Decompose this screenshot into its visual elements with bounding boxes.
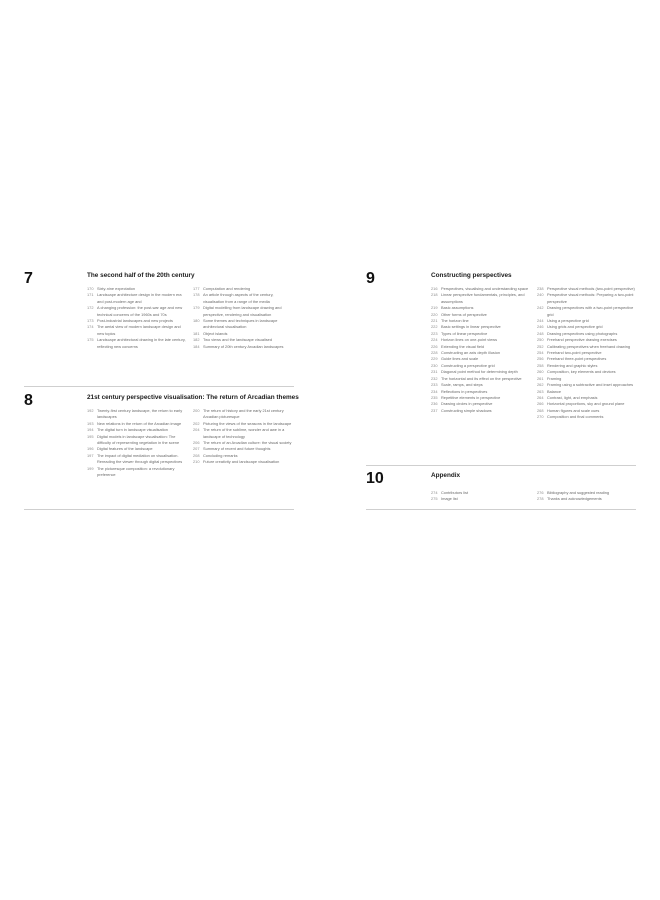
entry-title: An article through aspects of the century, visualisation from a range of the media	[203, 292, 274, 304]
page-number: 202	[193, 420, 200, 426]
page-number: 262	[537, 382, 544, 388]
entry-title: Other forms of perspective	[441, 311, 487, 317]
toc-entry[interactable]	[193, 318, 294, 331]
toc-entry[interactable]	[537, 292, 636, 305]
chapter-number: 9	[366, 270, 375, 287]
entry-title: The horizon line	[441, 318, 469, 324]
page-number: 228	[431, 350, 438, 356]
entry-title: Perspective visual methods (two-point perspective)	[547, 286, 635, 291]
page-number: 223	[431, 330, 438, 336]
entry-title: Reflections in perspectives	[441, 388, 488, 394]
entry-title: Picturing the views of the seasons in the landscape	[203, 420, 292, 426]
entry-title: The aerial view of modern landscape design and new topics	[97, 324, 181, 336]
chapter-divider	[24, 386, 294, 387]
entry-title: Digital modelling from landscape drawing and perspective, rendering and visualisation	[203, 305, 282, 317]
page-number: 204	[193, 427, 200, 433]
page-number: 194	[87, 427, 94, 433]
page-number: 184	[193, 343, 200, 349]
entry-title: Object islands	[203, 330, 228, 336]
entry-title: Two views and the landscape visualised	[203, 337, 272, 343]
toc-entry[interactable]	[193, 427, 294, 440]
page-number: 233	[431, 382, 438, 388]
entry-title: Twenty-first century landscape, the return to early landscapes	[97, 408, 183, 420]
page-number: 275	[431, 496, 438, 502]
page-number: 238	[537, 286, 544, 291]
entry-title: Digital features of the landscape	[97, 446, 153, 452]
entry-title: Image list	[441, 496, 458, 502]
entry-title: Composition and final comments	[547, 414, 604, 420]
page-number: 182	[193, 337, 200, 343]
entry-title: Freehand three-point perspectives	[547, 356, 607, 362]
page-number: 206	[193, 440, 200, 446]
chapter-number: 10	[366, 470, 384, 487]
page-number: 208	[193, 452, 200, 458]
chapter-title: The second half of the 20th century	[87, 272, 195, 279]
page-number: 268	[537, 407, 544, 413]
page-number: 231	[431, 369, 438, 375]
toc-entry[interactable]	[537, 496, 636, 502]
entry-title: Diagonal point method for determining depth	[441, 369, 518, 375]
page-number: 232	[431, 375, 438, 381]
page-number: 199	[87, 465, 94, 471]
chapter-divider	[24, 509, 294, 510]
toc-entry[interactable]	[193, 292, 294, 305]
toc-entry[interactable]	[431, 496, 531, 502]
page-number: 195	[87, 433, 94, 439]
page-number: 260	[537, 369, 544, 375]
entry-title: Extending the visual field	[441, 343, 485, 349]
entry-title: Constructing simple shadows	[441, 407, 492, 413]
page-number: 246	[537, 324, 544, 330]
toc-entry[interactable]	[87, 453, 187, 466]
page-number: 240	[537, 292, 544, 298]
page-number: 196	[87, 446, 94, 452]
entry-title: Some themes and techniques in landscape architectural visualisation	[203, 318, 278, 330]
entry-title: Freehand two-point perspective	[547, 350, 602, 356]
page-number: 171	[87, 292, 94, 298]
entry-title: Landscape architectural drawing in the late century, reflecting new concerns	[97, 337, 186, 349]
page-number: 264	[537, 394, 544, 400]
toc-column-left	[87, 286, 187, 350]
page-number: 256	[537, 356, 544, 362]
chapter-title: Constructing perspectives	[431, 272, 512, 279]
page-number: 276	[537, 490, 544, 495]
entry-title: Calibrating perspectives when freehand drawing	[547, 343, 631, 349]
page-number: 278	[537, 496, 544, 502]
entry-title: Rendering and graphic styles	[547, 362, 598, 368]
page-number: 230	[431, 362, 438, 368]
toc-entry[interactable]	[87, 337, 187, 350]
toc-entry[interactable]	[193, 459, 294, 465]
entry-title: Bibliography and suggested reading	[547, 490, 610, 495]
chapter-number: 8	[24, 392, 33, 409]
page-number: 261	[537, 375, 544, 381]
entry-title: Constructing an axis depth illusion	[441, 350, 501, 356]
chapter-9	[366, 270, 636, 465]
entry-title: Perspective visual methods: Preparing a two-point perspective	[547, 292, 634, 304]
entry-title: Composition, key elements and devices	[547, 369, 616, 375]
entry-title: New relations in the return of the Arcadian image	[97, 420, 182, 426]
page-number: 193	[87, 420, 94, 426]
page-number: 218	[431, 292, 438, 298]
entry-title: Sixty-nine expectation	[97, 286, 136, 291]
chapter-10	[366, 470, 636, 510]
page-number: 270	[537, 414, 544, 420]
page-number: 178	[193, 292, 200, 298]
entry-title: Framing	[547, 375, 562, 381]
entry-title: Summary of recent and future thoughts	[203, 446, 271, 452]
page-number: 197	[87, 452, 94, 458]
toc-column-right	[193, 408, 294, 466]
toc-entry[interactable]	[193, 305, 294, 318]
page-number: 173	[87, 318, 94, 324]
entry-title: The digital turn in landscape visualisation	[97, 427, 168, 433]
toc-column-right	[537, 286, 636, 421]
entry-title: Constructing a perspective grid	[441, 362, 495, 368]
entry-title: Digital models in landscape visualisation: The difficulty of representing vegetation in the scene	[97, 433, 180, 446]
entry-title: Basic settings in linear perspective	[441, 324, 501, 330]
page-number: 235	[431, 394, 438, 400]
toc-column-right	[193, 286, 294, 350]
entry-title: The picturesque composition: a revolutionary preference	[97, 465, 175, 478]
entry-title: Contrast, light, and emphasis	[547, 394, 598, 400]
toc-entry[interactable]	[87, 466, 187, 479]
entry-title: The return of the sublime, wonder and awe in a landscape of technology	[203, 427, 285, 439]
page-number: 177	[193, 286, 200, 291]
page-number: 207	[193, 446, 200, 452]
toc-entry[interactable]	[193, 408, 294, 421]
toc-column-left	[87, 408, 187, 478]
page-number: 236	[431, 401, 438, 407]
page-number: 242	[537, 305, 544, 311]
entry-title: Thanks and acknowledgements	[547, 496, 602, 502]
page-number: 237	[431, 407, 438, 413]
toc-column-left	[431, 490, 531, 503]
toc-entry[interactable]	[87, 292, 187, 305]
entry-title: Types of linear perspective	[441, 330, 488, 336]
entry-title: Drawing perspectives using photographs	[547, 330, 618, 336]
page-number: 220	[431, 311, 438, 317]
page-number: 222	[431, 324, 438, 330]
entry-title: A changing profession: the post-war age and new technical concerns of the 1960s and 70s	[97, 305, 183, 317]
entry-title: Perspectives, visualising and understanding space	[441, 286, 529, 291]
entry-title: Computation and rendering	[203, 286, 251, 291]
entry-title: Drawing circles in perspective	[441, 401, 493, 407]
toc-column-left	[431, 286, 531, 414]
page-number: 192	[87, 408, 94, 413]
entry-title: Framing using a subtractive and inset approaches	[547, 382, 634, 388]
entry-title: Linear perspective fundamentals, principles, and assumptions	[441, 292, 525, 304]
page-number: 234	[431, 388, 438, 394]
page-number: 170	[87, 286, 94, 291]
entry-title: Summary of 20th century Arcadian landscapes	[203, 343, 284, 349]
page-number: 219	[431, 305, 438, 311]
toc-entry[interactable]	[87, 408, 187, 421]
page-number: 221	[431, 318, 438, 324]
page-number: 258	[537, 362, 544, 368]
page-number: 210	[193, 459, 200, 465]
toc-entry[interactable]	[537, 305, 636, 318]
chapter-divider	[366, 509, 636, 510]
entry-title: Horizon lines on one-point views	[441, 337, 498, 343]
page-number: 174	[87, 324, 94, 330]
page-number: 181	[193, 330, 200, 336]
entry-title: The return of history and the early 21st century Arcadian picturesque	[203, 408, 284, 420]
page-number: 254	[537, 350, 544, 356]
page-number: 172	[87, 305, 94, 311]
page-number: 216	[431, 286, 438, 291]
chapter-number: 7	[24, 270, 33, 287]
entry-title: Basic assumptions	[441, 305, 474, 311]
entry-title: Landscape architecture design in the modern era and post-modern age and	[97, 292, 182, 304]
page-number: 244	[537, 318, 544, 324]
page-number: 175	[87, 337, 94, 343]
entry-title: The impact of digital mediation on visualisation. Rereading the viewer through digital perspectives	[97, 452, 183, 465]
page-number: 274	[431, 490, 438, 495]
page-number: 224	[431, 337, 438, 343]
page-number: 179	[193, 305, 200, 311]
chapter-7	[24, 270, 294, 386]
entry-title: Scale, ramps, and steps	[441, 382, 483, 388]
page-number: 229	[431, 356, 438, 362]
entry-title: Using grids and perspective grid	[547, 324, 603, 330]
toc-entry[interactable]	[87, 324, 187, 337]
entry-title: The return of an Arcadian culture: the visual society	[203, 440, 292, 446]
entry-title: Post-industrial landscapes and new projects	[97, 318, 173, 324]
entry-title: Balance	[547, 388, 562, 394]
page-number: 200	[193, 408, 200, 413]
entry-title: The horizontal and its effect on the perspective	[441, 375, 522, 381]
page-number: 180	[193, 318, 200, 324]
page-number: 248	[537, 330, 544, 336]
entry-title: Drawing perspectives with a two-point perspective grid	[547, 305, 634, 317]
entry-title: Contributors list	[441, 490, 469, 495]
page-number: 263	[537, 388, 544, 394]
toc-entry[interactable]	[431, 292, 531, 305]
entry-title: Repetitive elements in perspective	[441, 394, 501, 400]
toc-entry[interactable]	[87, 305, 187, 318]
page-number: 266	[537, 401, 544, 407]
entry-title: Freehand perspective drawing exercises	[547, 337, 617, 343]
toc-entry[interactable]	[431, 408, 531, 414]
page-number: 252	[537, 343, 544, 349]
page-number: 250	[537, 337, 544, 343]
chapter-title: 21st century perspective visualisation: The return of Arcadian themes	[87, 394, 299, 401]
entry-title: Using a perspective grid	[547, 318, 589, 324]
chapter-8	[24, 392, 299, 508]
chapter-title: Appendix	[431, 472, 461, 479]
toc-entry[interactable]	[193, 344, 294, 350]
chapter-divider	[366, 465, 636, 466]
toc-column-right	[537, 490, 636, 503]
entry-title: Concluding remarks	[203, 452, 238, 458]
entry-title: Human figures and scale cues	[547, 407, 600, 413]
toc-entry[interactable]	[537, 414, 636, 420]
toc-entry[interactable]	[87, 434, 187, 447]
entry-title: Horizontal proportions, sky and ground plane	[547, 401, 625, 407]
entry-title: Future creativity and landscape visualisation	[203, 459, 280, 465]
page-number: 226	[431, 343, 438, 349]
entry-title: Guide lines and scale	[441, 356, 479, 362]
